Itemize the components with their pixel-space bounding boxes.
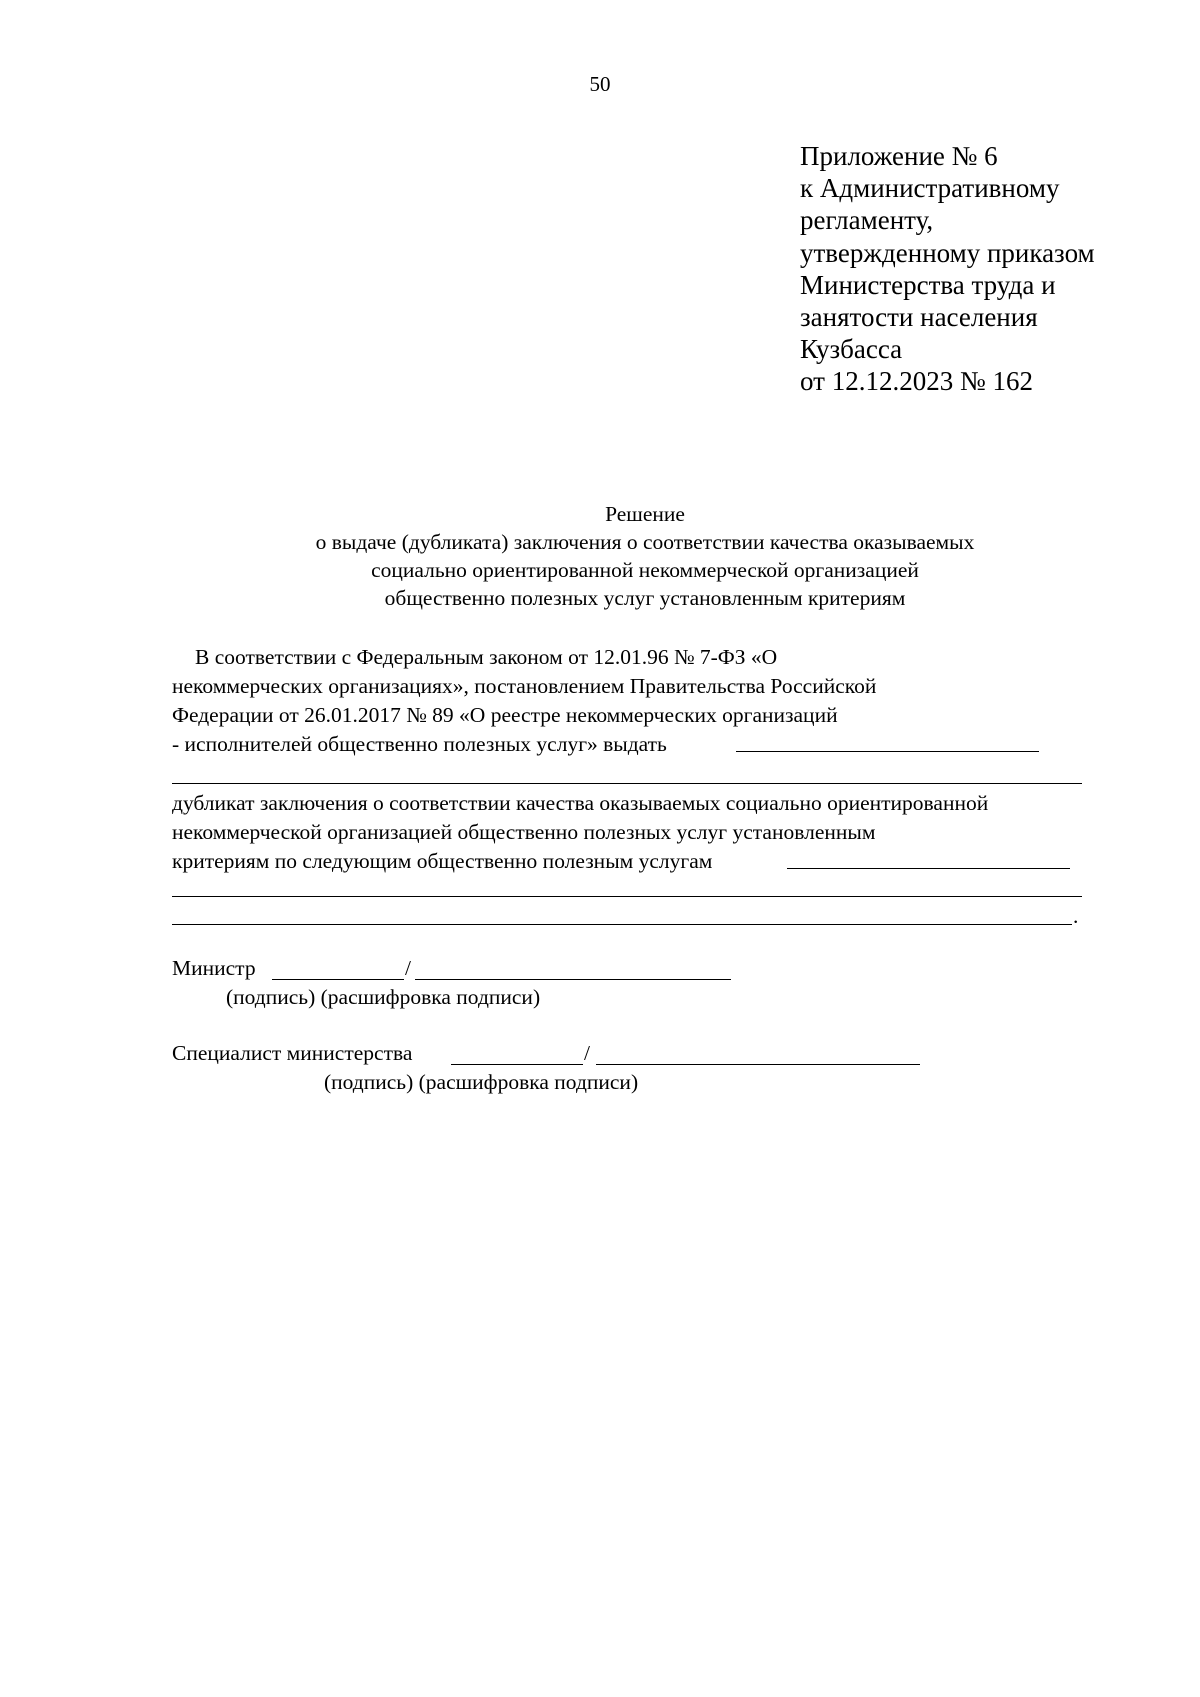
minister-signature-field[interactable]: [272, 979, 404, 980]
appendix-header: [800, 140, 1095, 398]
body-line: критериям по следующим общественно полезным услугам: [172, 849, 713, 873]
body-line: В соответствии с Федеральным законом от 12.01.96 № 7-ФЗ «О: [195, 645, 778, 669]
blank-recipient-field[interactable]: [736, 751, 1039, 752]
minister-signature-caption: (подпись) (расшифровка подписи): [226, 985, 541, 1009]
slash: /: [584, 1041, 590, 1065]
body-line: - исполнителей общественно полезных услуг» выдать: [172, 732, 667, 756]
appendix-line: к Административному: [800, 173, 1060, 204]
appendix-line: от 12.12.2023 № 162: [800, 366, 1033, 397]
appendix-line: регламенту,: [800, 205, 934, 236]
end-period: .: [1073, 904, 1079, 928]
slash: /: [405, 956, 411, 980]
blank-services-line[interactable]: [172, 896, 1082, 897]
body-line: Федерации от 26.01.2017 № 89 «О реестре некоммерческих организаций: [172, 703, 838, 727]
body-line: некоммерческой организацией общественно полезных услуг установленным: [172, 820, 876, 844]
appendix-line: Приложение № 6: [800, 141, 998, 171]
title-line: о выдаче (дубликата) заключения о соответствии качества оказываемых: [315, 530, 975, 554]
specialist-signature-field[interactable]: [451, 1064, 583, 1065]
blank-recipient-line[interactable]: [172, 783, 1082, 784]
blank-services-field[interactable]: [787, 868, 1070, 869]
title-line: общественно полезных услуг установленным критериям: [384, 586, 906, 610]
specialist-name-field[interactable]: [596, 1064, 920, 1065]
appendix-line: занятости населения: [800, 302, 1038, 333]
appendix-line: Кузбасса: [800, 334, 903, 365]
appendix-line: Министерства труда и: [800, 269, 1056, 300]
appendix-line: утвержденному приказом: [800, 237, 1095, 268]
document-title: [0, 500, 1200, 612]
title-line: социально ориентированной некоммерческой организацией: [371, 558, 919, 582]
body-line: некоммерческих организациях», постановлением Правительства Российской: [172, 674, 877, 698]
title-heading: Решение: [605, 502, 685, 526]
specialist-signature-caption: (подпись) (расшифровка подписи): [324, 1070, 639, 1094]
page-number: 50: [589, 72, 611, 96]
body-line: дубликат заключения о соответствии качества оказываемых социально ориентированной: [172, 791, 989, 815]
blank-services-line[interactable]: [172, 924, 1072, 925]
specialist-label: Специалист министерства: [172, 1041, 413, 1065]
minister-label: Министр: [172, 956, 256, 980]
minister-name-field[interactable]: [415, 979, 731, 980]
